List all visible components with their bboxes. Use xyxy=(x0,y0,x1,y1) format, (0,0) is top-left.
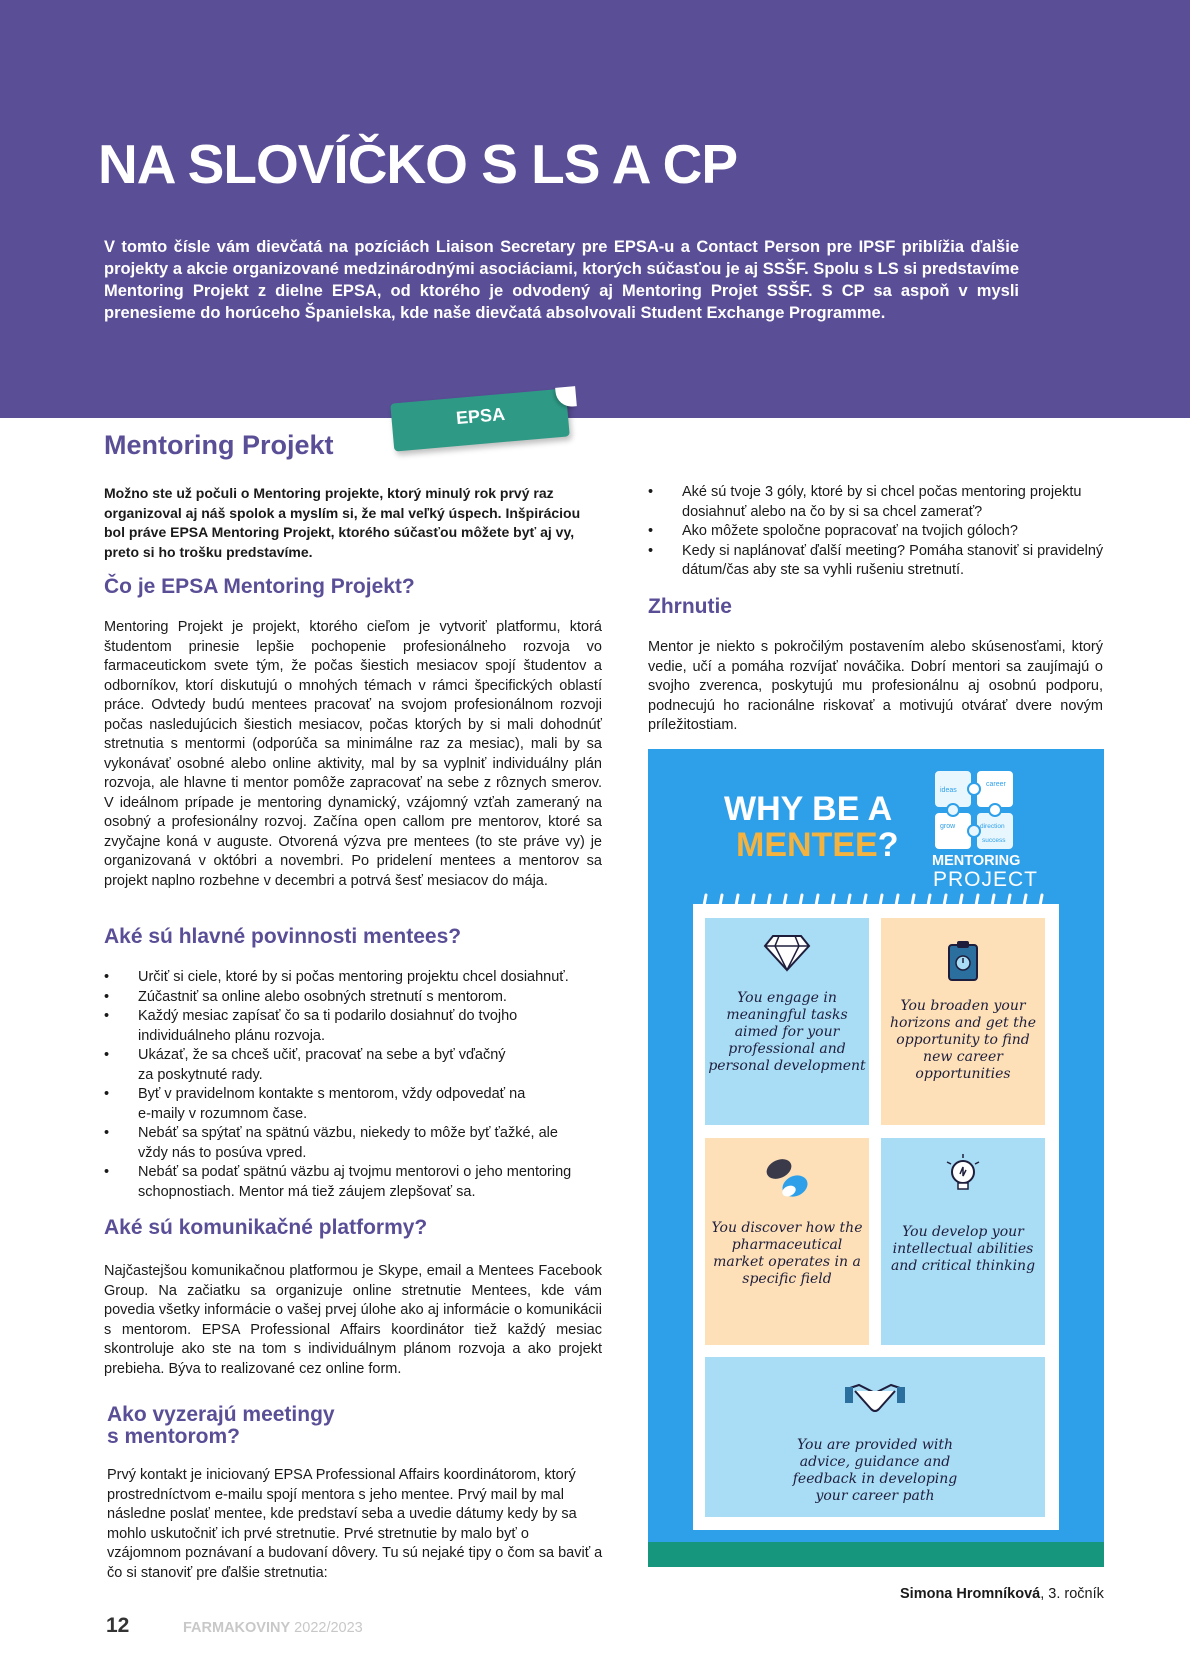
tile-guidance xyxy=(705,1357,1045,1517)
tile-horizons xyxy=(881,918,1045,1125)
duty-item: • Určiť si ciele, ktoré by si počas mentoring projektu chcel dosiahnuť. xyxy=(104,968,580,988)
handshake-icon xyxy=(845,1381,905,1419)
logo-line2: PROJECT xyxy=(933,868,1039,891)
magazine-year: 2022/2023 xyxy=(290,1620,363,1636)
tile-guidance-text: You are provided with advice, guidance and feedback in developing your career path xyxy=(792,1437,958,1504)
puzzle-word: success xyxy=(982,837,1006,844)
logo-line1: MENTORING xyxy=(932,853,1021,869)
tile-engage xyxy=(705,918,869,1125)
magazine-name: FARMAKOVINY xyxy=(183,1620,291,1636)
epsa-ribbon-label: EPSA xyxy=(455,403,506,429)
tile-horizons-text: You broaden your horizons and get the opportunity to find new career opportunities xyxy=(889,998,1037,1082)
puzzle-word: grow xyxy=(940,823,956,830)
mentee-word: MENTEE xyxy=(736,826,878,864)
tile-discover xyxy=(705,1138,869,1345)
notebook-spiral-icon xyxy=(700,893,1056,913)
tile-develop-text: You develop your intellectual abilities and critical thinking xyxy=(890,1224,1036,1274)
infographic-heading-accent xyxy=(736,826,898,865)
article-title: Mentoring Projekt xyxy=(104,430,334,460)
page-number: 12 xyxy=(106,1614,130,1637)
lead-paragraph: Možno ste už počuli o Mentoring projekte, ktorý minulý rok prvý raz organizoval aj náš spolok a myslím si, že mal veľký úspech. Inšpiráciou bol práve EPSA Mentoring Projekt, ktorého súčasťou môžete byť aj vy, preto si ho trošku predstavíme. xyxy=(104,485,581,560)
tip-item: • Kedy si naplánovať ďalší meeting? Pomáha stanoviť si pravidelný dátum/čas aby ste sa vyhli rušeniu stretnutí. xyxy=(648,542,1118,581)
duty-item: • Nebáť sa podať spätnú väzbu aj tvojmu mentorovi o jeho mentoring schopnostiach. Mentor má tiež záujem zlepšovať sa. xyxy=(104,1163,580,1202)
puzzle-logo-icon xyxy=(930,766,1020,856)
section-text-meetings: Prvý kontakt je iniciovaný EPSA Professional Affairs koordinátorom, ktorý prostredníctvom e-mailu spojí mentora s jeho mentee. Prvý mail by mal následne poslať mentee, kde predstaví seba a uvedie dátumy kedy by sa mohlo uskutočniť ich prvé stretnutie. Prvé stretnutie by malo byť o vzájomnom poznávaní a budovaní dôvery. Tu sú nejaké tipy o čom sa baviť a čo si stanoviť pre ďalšie stretnutia: xyxy=(107,1467,603,1581)
puzzle-word: ideas xyxy=(940,787,957,794)
meetings-title-line1: Ako vyzerajú meetingy xyxy=(107,1403,335,1426)
diamond-icon xyxy=(763,932,811,974)
author-year: , 3. ročník xyxy=(1040,1586,1104,1602)
section-heading-duties: Aké sú hlavné povinnosti mentees? xyxy=(104,925,462,948)
summary-heading: Zhrnutie xyxy=(648,595,732,618)
duty-item: • Každý mesiac zapísať čo sa ti podarilo dosiahnuť do tvojho individuálneho plánu rozvoja. xyxy=(104,1007,533,1046)
section-text-what: Mentoring Projekt je projekt, ktorého cieľom je vytvoriť platformu, ktorá študentom prinesie lepšie pochopenie profesionálneho rozvoja vo farmaceutickom svete tým, že počas šiestich mesiacov spojí študentov a odborníkov, ktorí diskutujú o mnohých témach v rámci špecifických oblastí práce. Odvtedy budú mentees pracovať na svojom profesionálnom rozvoji počas nasledujúcich šiestich mesiacov, počas ktorých by si mali dohodnúť stretnutia s mentormi (odporúča sa minimálne raz za mesiac), mali by sa vykonávať osobné alebo online aktivity, mal by sa vyplniť individuálny plán rozvoja, ale hlavne ti mentor pomôže zapracovať na sebe z rôznych smerov. V ideálnom prípade je mentoring dynamický, vzájomný vzťah zameraný na osobný a profesionálny rozvoj. Začína open callom pre mentorov, ktoré sa zvyčajne koná v auguste. Otvorená výzva pre mentees (to ste práve vy) je organizovaná v októbri a novembri. Po pridelení mentees a mentorov sa projekt naplno rozbehne v decembri a potrvá šesť mesiacov do mája. xyxy=(104,619,602,889)
section-heading-meetings xyxy=(107,1404,335,1448)
tile-develop xyxy=(881,1138,1045,1345)
meeting-tips-list xyxy=(648,483,1118,581)
intro-text: V tomto čísle vám dievčatá na pozíciách Liaison Secretary pre EPSA-u a Contact Person pre IPSF priblížia ďalšie projekty a akcie organizované medzinárodnými asociáciami, ktorých súčasťou je aj SSŠF. Spolu s LS si predstavíme Mentoring Projekt z dielne EPSA, od ktorého je odvodený aj Mentoring Projet SSŠF. S CP sa aspoň v mysli prenesieme do horúceho Španielska, kde naše dievčatá absolvovali Student Exchange Programme. xyxy=(104,238,1019,322)
meetings-title-line2: s mentorom? xyxy=(107,1425,241,1448)
duty-item: • Nebáť sa spýtať na spätnú väzbu, niekedy to môže byť ťažké, ale vždy nás to posúva vpred. xyxy=(104,1124,558,1163)
infographic-bottom-bar xyxy=(648,1542,1104,1567)
lightbulb-icon xyxy=(943,1152,983,1196)
tip-item: • Aké sú tvoje 3 góly, ktoré by si chcel počas mentoring projektu dosiahnuť alebo na čo by si sa chcel zamerať? xyxy=(648,483,1118,522)
author-credit xyxy=(900,1586,1104,1602)
footer-magazine xyxy=(183,1620,363,1636)
duty-item: • Ukázať, že sa chceš učiť, pracovať na sebe a byť vďačný za poskytnuté rady. xyxy=(104,1046,518,1085)
duties-list xyxy=(104,968,614,1202)
infographic-heading: WHY BE A xyxy=(724,790,893,828)
duty-item: • Byť v pravidelnom kontakte s mentorom, vždy odpovedať na e-maily v rozumnom čase. xyxy=(104,1085,536,1124)
question-mark: ? xyxy=(877,826,899,864)
section-text-platforms: Najčastejšou komunikačnou platformou je Skype, email a Mentees Facebook Group. Na začiatku sa organizuje online stretnutie Mentees, kde vám povedia všetky informácie o vašej prvej úlohe ako aj informácie o komunikácii s mentorom. EPSA Professional Affairs koordinátor tiež každý mesiac skontroluje ako ste na tom s individuálnym plánom rozvoja a ako projekt prebieha. Býva to realizované cez online form. xyxy=(104,1263,602,1377)
pills-icon xyxy=(763,1156,811,1202)
page-title: NA SLOVÍČKO S LS A CP xyxy=(98,133,738,195)
puzzle-word: career xyxy=(986,781,1006,788)
summary-text: Mentor je niekto s pokročilým postavením alebo skúsenosťami, ktorý vedie, učí a pomáha rozvíjať nováčika. Dobrí mentori sa zaujímajú o svojho zverenca, poskytujú mu profesionálnu aj osobnú podporu, podnecujú ho racionálne riskovať a motivujú otvárať dvere novým príležitostiam. xyxy=(648,639,1103,733)
tile-discover-text: You discover how the pharmaceutical market operates in a specific field xyxy=(711,1220,863,1287)
clipboard-icon xyxy=(947,940,979,982)
duty-item: • Zúčastniť sa online alebo osobných stretnutí s mentorom. xyxy=(104,988,614,1008)
header-banner xyxy=(0,0,1190,418)
section-heading-what: Čo je EPSA Mentoring Projekt? xyxy=(104,575,415,598)
puzzle-word: direction xyxy=(980,823,1005,830)
section-heading-platforms: Aké sú komunikačné platformy? xyxy=(104,1216,428,1239)
tip-item: • Ako môžete spoločne popracovať na tvojich góloch? xyxy=(648,522,1118,542)
author-name: Simona Hromníková xyxy=(900,1586,1041,1602)
tile-engage-text: You engage in meaningful tasks aimed for your professional and personal development xyxy=(708,990,866,1074)
